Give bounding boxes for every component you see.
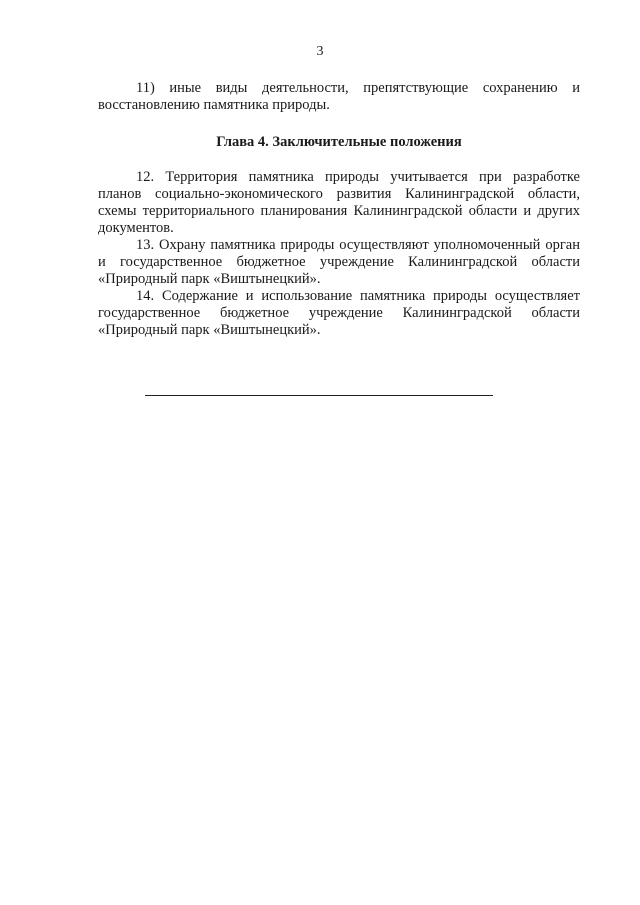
paragraph-item-13: 13. Охрану памятника природы осуществляют уполномоченный орган и государственное бюджетное учреждение Калининградской области «Природный парк «Виштынецкий». <box>98 237 580 287</box>
paragraph-item-14: 14. Содержание и использование памятника природы осуществляет государственное бюджетное учреждение Калининградской области «Природный парк «Виштынецкий». <box>98 288 580 338</box>
chapter-heading: Глава 4. Заключительные положения <box>216 134 462 150</box>
paragraph-item-12: 12. Территория памятника природы учитывается при разработке планов социально-экономического развития Калининградской области, схемы территориального планирования Калининградской области и других документов. <box>98 169 580 236</box>
document-body <box>98 80 580 339</box>
page-number: 3 <box>316 44 324 59</box>
paragraph-item-11: 11) иные виды деятельности, препятствующие сохранению и восстановлению памятника природы. <box>98 80 580 113</box>
end-divider-line <box>145 395 493 396</box>
